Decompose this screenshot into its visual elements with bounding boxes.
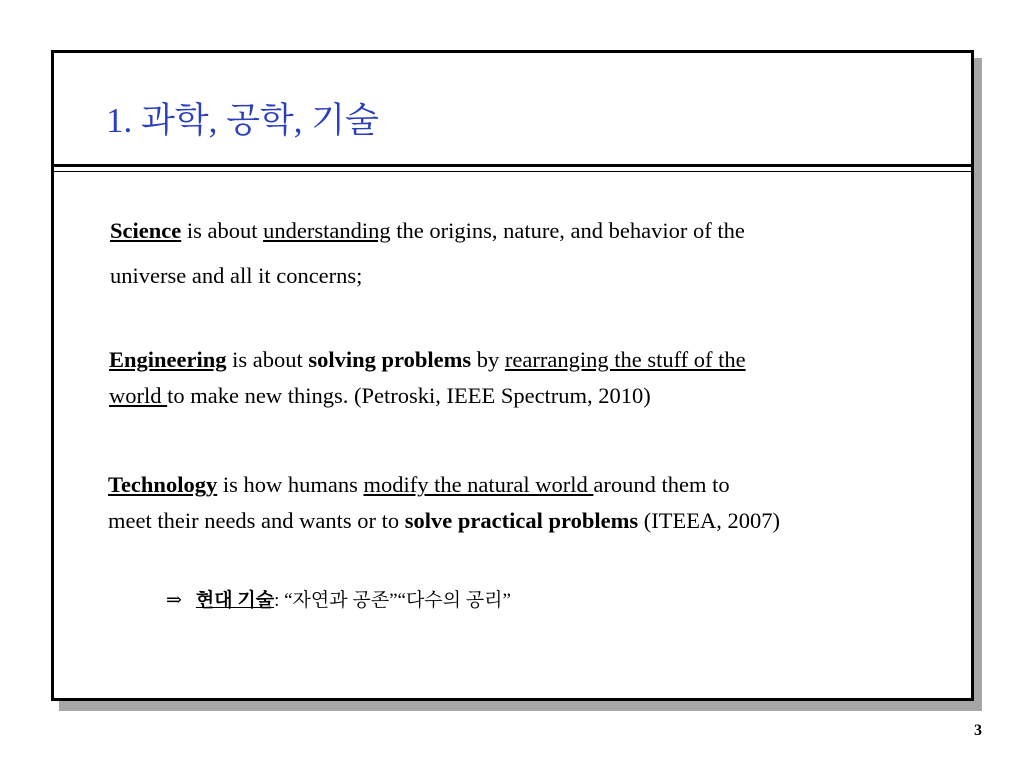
technology-term: Technology <box>108 472 218 497</box>
slide-title: 1. 과학, 공학, 기술 <box>106 101 379 140</box>
technology-text-3: (ITEEA, 2007) <box>638 508 780 533</box>
engineering-highlight-b: world <box>109 383 168 408</box>
technology-highlight: modify the natural world <box>363 472 594 497</box>
engineering-bold: solving problems <box>308 347 472 372</box>
modern-tech-term: 현대 기술 <box>195 590 275 611</box>
engineering-term: Engineering <box>109 347 227 372</box>
engineering-text-2: by <box>471 347 505 372</box>
technology-text-1: is how humans <box>217 472 364 497</box>
engineering-definition <box>109 342 746 414</box>
modern-technology-note <box>166 586 511 616</box>
implies-arrow-icon: ⇒ <box>166 590 182 611</box>
engineering-line-2 <box>109 378 746 414</box>
science-text-1: is about <box>181 218 264 243</box>
science-definition <box>110 208 745 298</box>
technology-line-2 <box>108 503 780 539</box>
modern-tech-text: : “자연과 공존”“다수의 공리” <box>274 590 511 611</box>
engineering-text-1: is about <box>226 347 309 372</box>
technology-line-1 <box>108 467 780 503</box>
slide-frame <box>51 50 974 701</box>
science-line-2: universe and all it concerns; <box>110 263 363 288</box>
engineering-text-3: to make new things. (Petroski, IEEE Spectrum, 2010) <box>167 383 651 408</box>
title-divider-thick <box>54 164 971 167</box>
engineering-line-1 <box>109 342 746 378</box>
technology-bold: solve practical problems <box>404 508 639 533</box>
science-text-2: the origins, nature, and behavior of the <box>390 218 745 243</box>
engineering-highlight-a: rearranging the stuff of the <box>504 347 746 372</box>
science-term: Science <box>110 218 182 243</box>
science-highlight: understanding <box>263 218 391 243</box>
technology-text-2: around them to <box>593 472 730 497</box>
technology-line-2-text: meet their needs and wants or to <box>108 508 405 533</box>
title-divider-thin <box>54 171 971 172</box>
page-number: 3 <box>974 722 982 739</box>
technology-definition <box>108 467 780 539</box>
science-line-1 <box>110 208 745 253</box>
